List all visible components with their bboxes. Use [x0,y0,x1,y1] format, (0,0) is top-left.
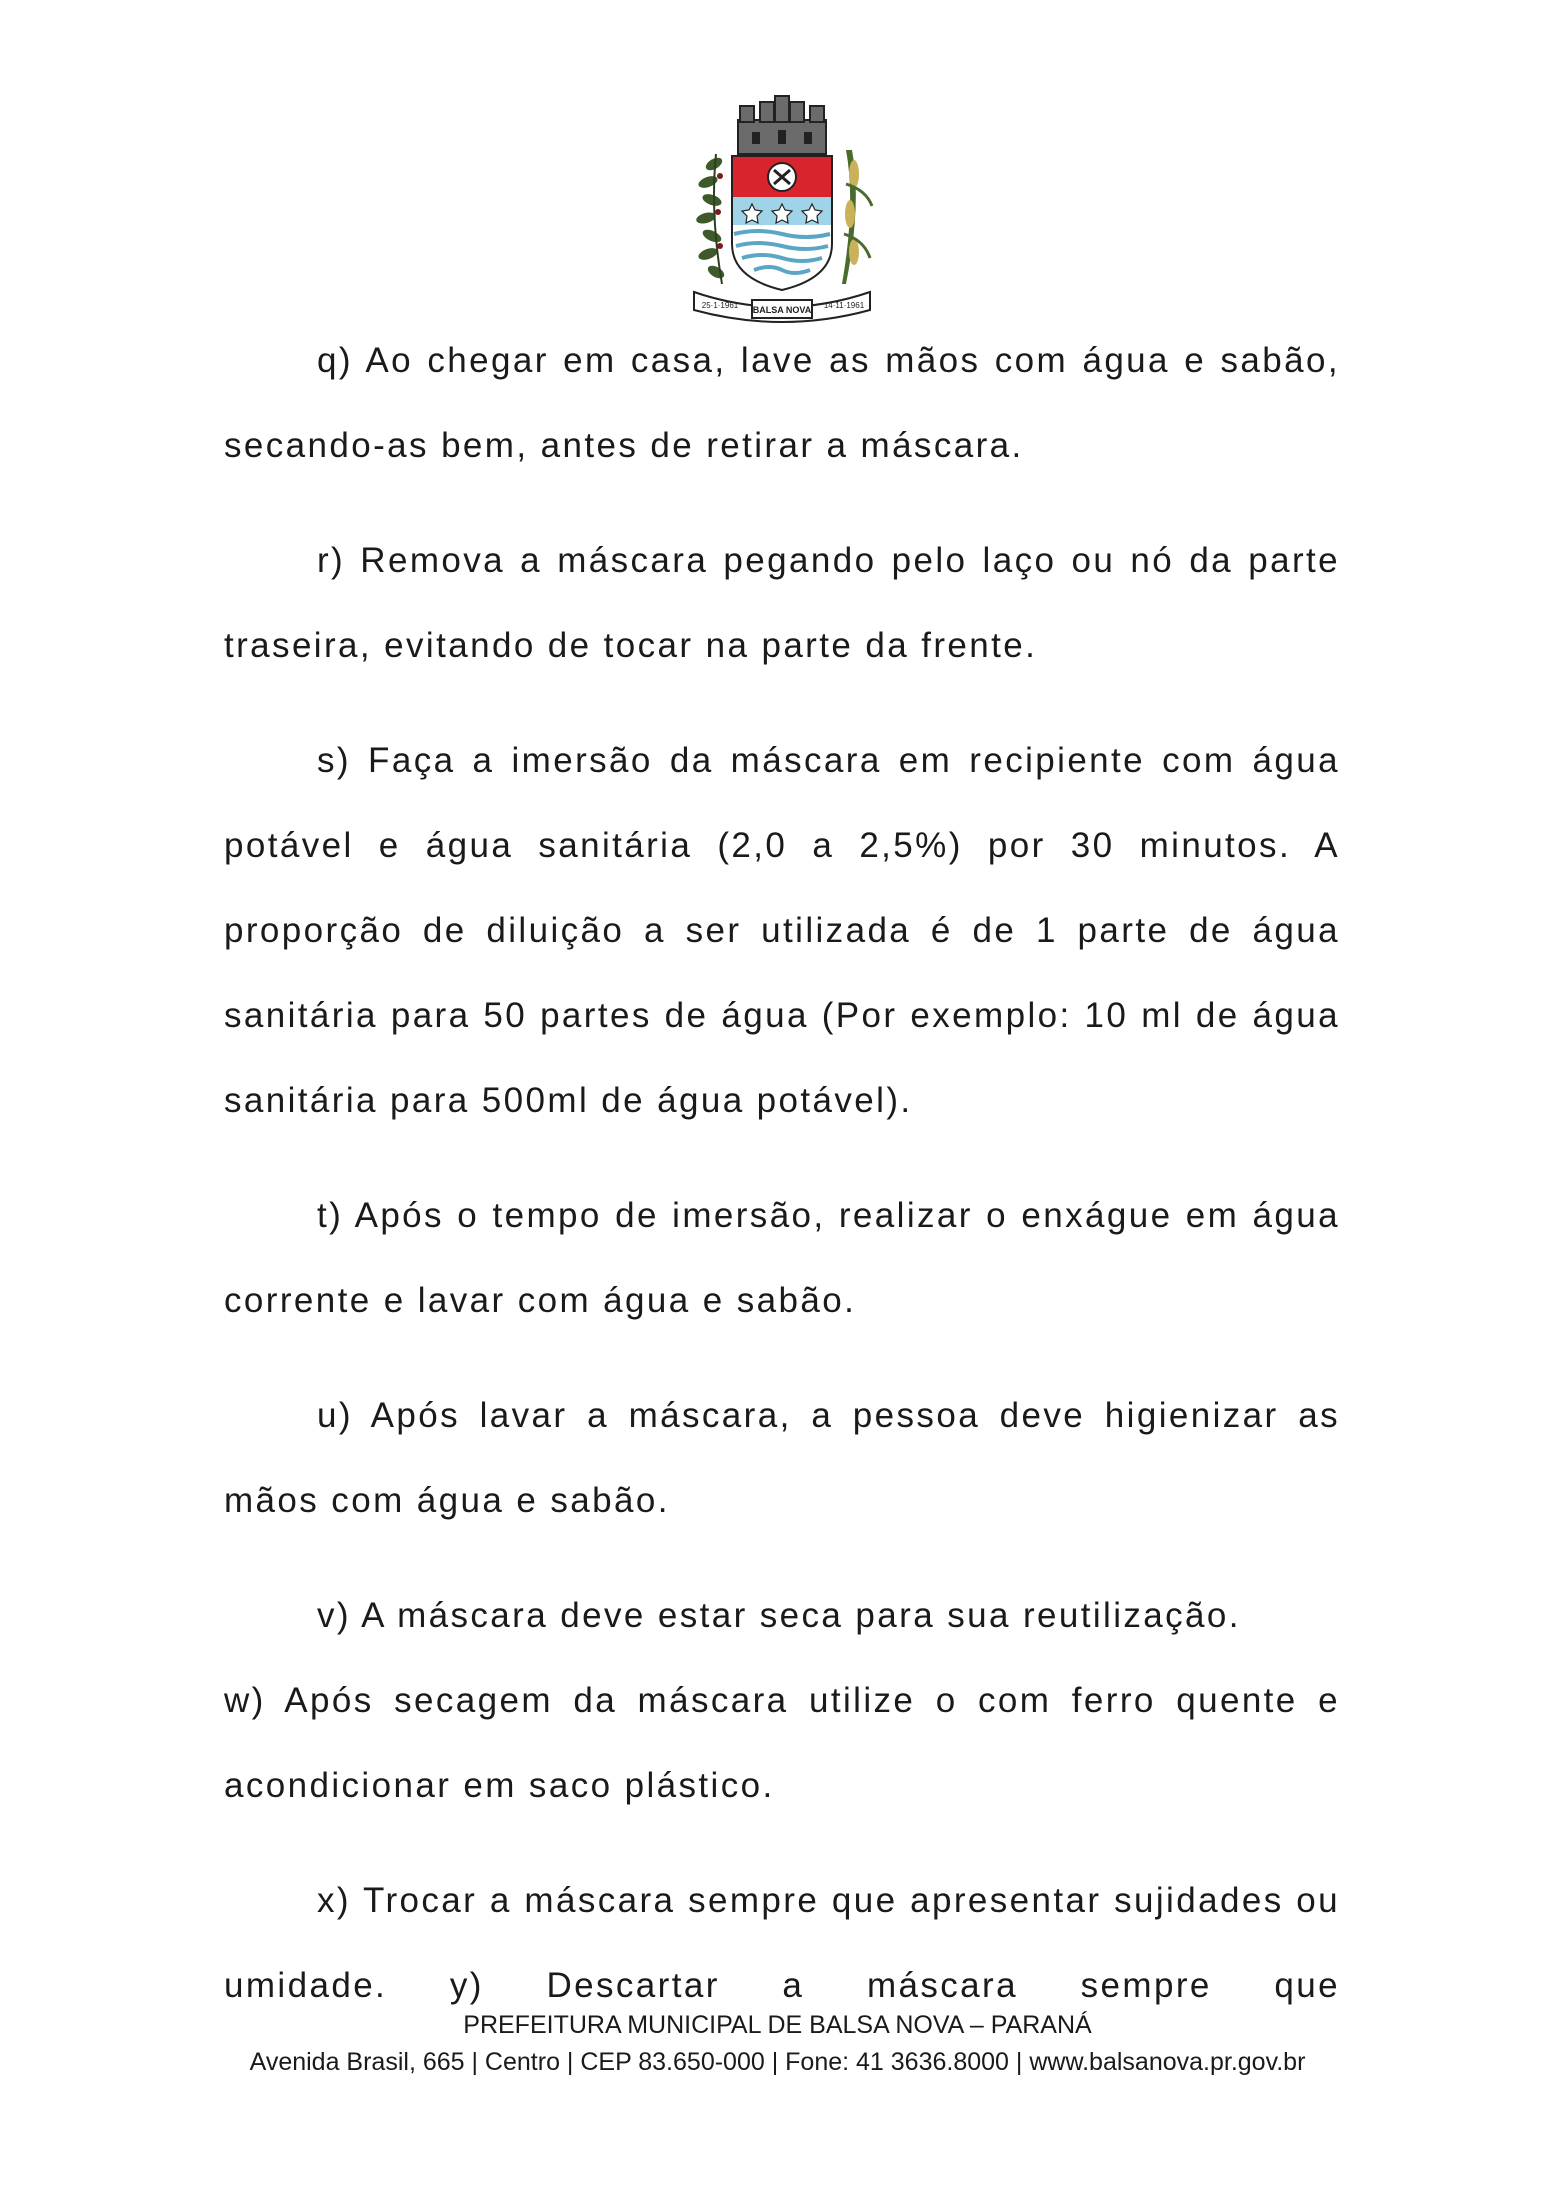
paragraph-s: s) Faça a imersão da máscara em recipiente com água potável e água sanitária (2,0 a 2,5%) por 30 minutos. A proporção de diluição a ser utilizada é de 1 parte de água sanitária para 50 partes de água (Por exemplo: 10 ml de água sanitária para 500ml de água potável). [224,741,1340,1120]
page-footer [0,2008,1555,2082]
crest-right-date: 14·11·1961 [823,301,865,310]
footer-address: Avenida Brasil, 665 | Centro | CEP 83.650-000 | Fone: 41 3636.8000 | www.balsanova.pr.gov.br [249,2048,1306,2076]
paragraph-t: t) Após o tempo de imersão, realizar o enxágue em água corrente e lavar com água e sabão. [224,1196,1340,1320]
paragraph-w: w) Após secagem da máscara utilize o com ferro quente e acondicionar em saco plástico. [224,1681,1340,1805]
mural-crown-icon [738,96,826,154]
paragraph-u: u) Após lavar a máscara, a pessoa deve higienizar as mãos com água e sabão. [224,1396,1340,1520]
shield-icon [732,156,832,290]
crest-left-date: 25·1·1961 [701,301,739,310]
paragraph-q: q) Ao chegar em casa, lave as mãos com água e sabão, secando-as bem, antes de retirar a máscara. [224,341,1340,465]
left-branch-icon [695,155,726,281]
paragraph-r: r) Remova a máscara pegando pelo laço ou nó da parte traseira, evitando de tocar na parte da frente. [224,541,1340,665]
crest-banner-text: BALSA NOVA [752,305,812,315]
paragraph-v: v) A máscara deve estar seca para sua reutilização. [317,1596,1241,1635]
footer-institution: PREFEITURA MUNICIPAL DE BALSA NOVA – PARANÁ [463,2011,1092,2039]
paragraph-x: x) Trocar a máscara sempre que apresentar sujidades ou umidade. y) Descartar a máscara sempre que [224,1881,1340,2005]
document-body [224,318,1340,2058]
right-corn-icon [842,150,872,284]
coat-of-arms-emblem [686,94,878,324]
